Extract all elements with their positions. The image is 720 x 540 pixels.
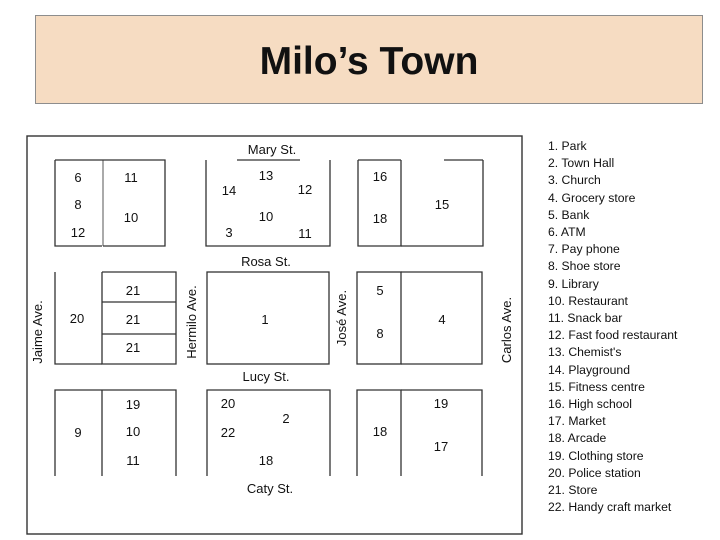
place-number: 14 (221, 183, 237, 198)
place-number: 5 (376, 283, 384, 298)
legend-item: 16. High school (548, 397, 633, 412)
place-number: 10 (258, 209, 274, 224)
street-label-carlos: Carlos Ave. (499, 296, 514, 364)
place-number: 18 (372, 424, 388, 439)
block-h (207, 272, 329, 364)
place-number: 10 (123, 210, 139, 225)
place-number: 8 (74, 197, 82, 212)
place-number: 2 (282, 411, 290, 426)
legend-item: 7. Pay phone (548, 242, 620, 257)
place-number: 1 (261, 312, 269, 327)
street-label-hermilo: Hermilo Ave. (184, 285, 199, 359)
legend-item: 1. Park (548, 139, 587, 153)
legend-item: 10. Restaurant (548, 293, 628, 308)
place-number: 12 (297, 182, 313, 197)
block-a (55, 160, 103, 246)
place-number: 22 (220, 425, 236, 440)
legend-item: 14. Playground (548, 362, 630, 377)
place-number: 18 (258, 453, 274, 468)
legend-item: 4. Grocery store (548, 190, 636, 205)
street-label-jaime: Jaime Ave. (30, 300, 45, 364)
legend-item: 22. Handy craft market (548, 500, 672, 515)
block-i (357, 272, 401, 364)
place-number: 20 (69, 311, 85, 326)
legend-item: 2. Town Hall (548, 156, 615, 171)
street-label-mary: Mary St. (247, 142, 297, 157)
legend-list (548, 138, 718, 516)
place-number: 3 (225, 225, 233, 240)
legend-item: 3. Church (548, 173, 601, 188)
legend-item: 11. Snack bar (548, 311, 623, 326)
legend-item: 9. Library (548, 276, 599, 291)
street-label-rosa: Rosa St. (241, 254, 291, 269)
place-number: 13 (258, 168, 274, 183)
legend-item: 21. Store (548, 483, 598, 498)
map-border (27, 136, 522, 534)
place-number: 21 (125, 283, 141, 298)
place-number: 21 (125, 312, 141, 327)
street-label-jose: José Ave. (334, 289, 349, 347)
legend-item: 15. Fitness centre (548, 379, 645, 394)
place-number: 15 (434, 197, 450, 212)
block-n (357, 390, 401, 476)
legend-item: 12. Fast food restaurant (548, 328, 678, 343)
page-title: Milo’s Town (259, 39, 479, 83)
place-number: 20 (220, 396, 236, 411)
block-g (102, 272, 176, 364)
block-f (55, 272, 102, 364)
street-label-lucy: Lucy St. (242, 369, 290, 384)
block-m (207, 390, 330, 476)
place-number: 16 (372, 169, 388, 184)
place-number: 21 (125, 340, 141, 355)
place-number: 19 (433, 396, 449, 411)
place-number: 8 (376, 326, 384, 341)
block-o (401, 390, 482, 476)
place-number: 11 (124, 170, 138, 185)
legend-item: 8. Shoe store (548, 259, 621, 274)
place-number: 12 (70, 225, 86, 240)
place-number: 18 (372, 211, 388, 226)
legend-item: 18. Arcade (548, 431, 607, 446)
legend-item: 19. Clothing store (548, 448, 644, 463)
place-number: 9 (74, 425, 82, 440)
block-j (401, 272, 482, 364)
legend-item: 13. Chemist's (548, 345, 622, 360)
street-label-caty: Caty St. (246, 481, 294, 496)
legend-item: 6. ATM (548, 225, 586, 240)
block-k (55, 390, 102, 476)
place-number: 6 (74, 170, 82, 185)
place-number: 17 (433, 439, 449, 454)
block-c (206, 160, 330, 246)
place-number: 11 (298, 226, 312, 241)
legend-item: 5. Bank (548, 207, 590, 222)
place-number: 19 (125, 397, 141, 412)
legend-item: 17. Market (548, 414, 606, 429)
block-b (103, 160, 165, 246)
legend-item: 20. Police station (548, 465, 641, 480)
place-number: 10 (125, 424, 141, 439)
place-number: 4 (438, 312, 446, 327)
block-d (358, 160, 401, 246)
block-e (401, 160, 483, 246)
block-l (102, 390, 176, 476)
place-number: 11 (126, 453, 140, 468)
